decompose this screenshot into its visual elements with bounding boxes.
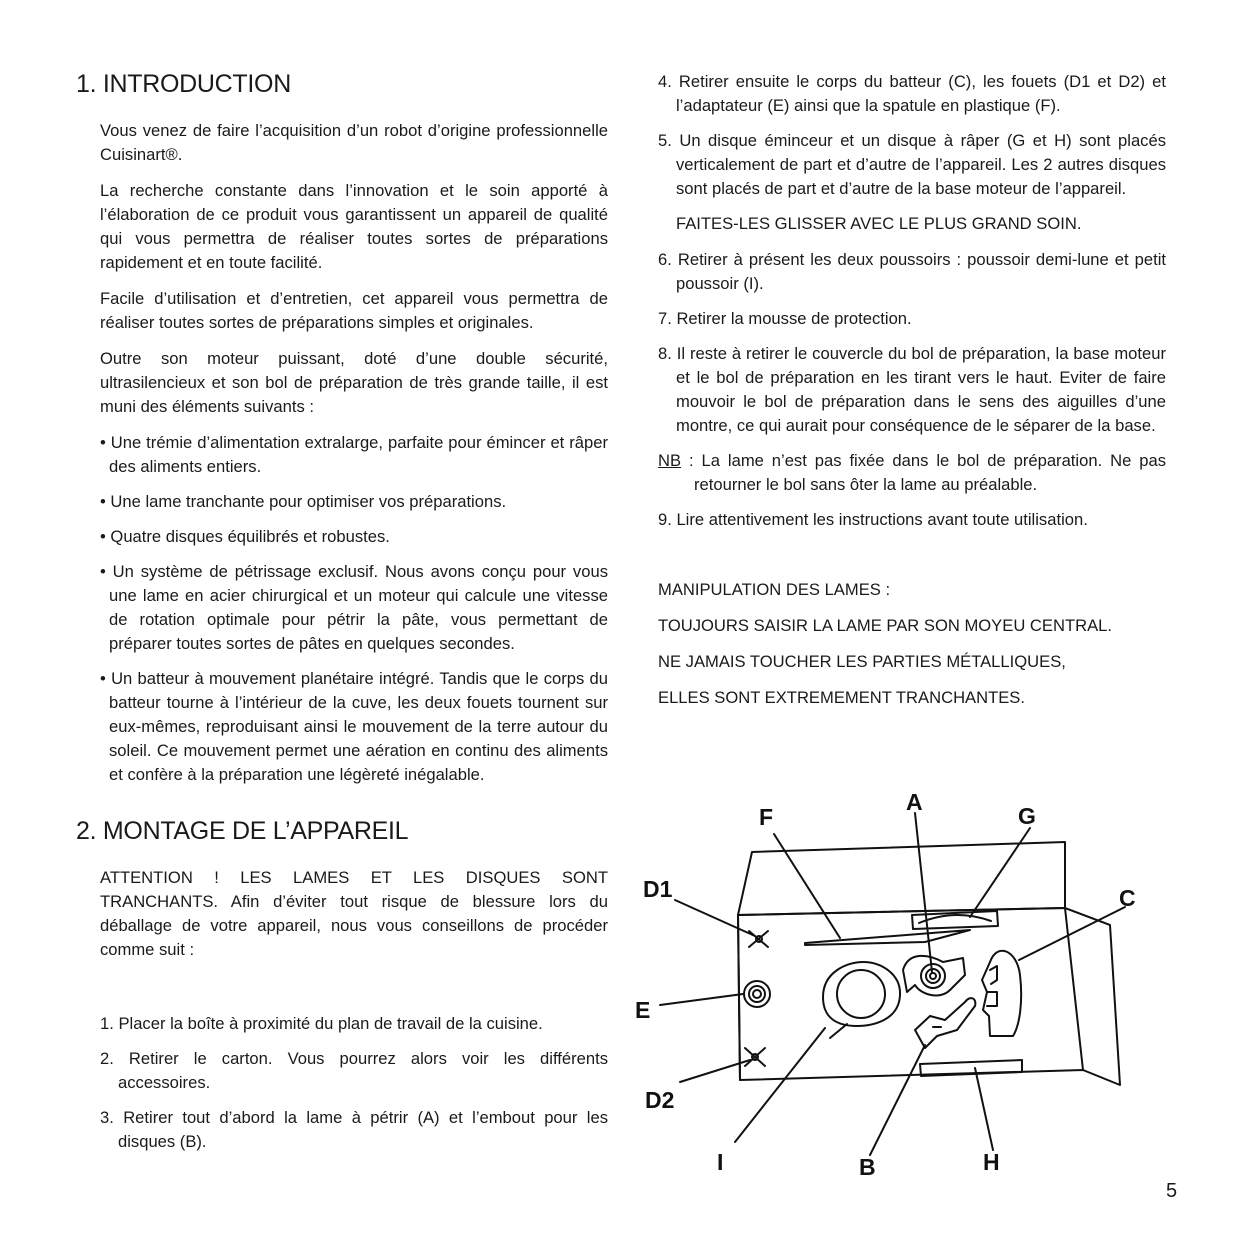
packaging-diagram bbox=[625, 780, 1145, 1190]
assembly-step-5: 5. Un disque éminceur et un disque à râper (G et H) sont placés verticalement de part et d’autre de l’appareil. Les 2 autres disques sont placés de part et d’autre de la base moteur de l’appareil. bbox=[658, 131, 1166, 198]
right-column bbox=[658, 70, 1166, 722]
leader-c bbox=[1019, 907, 1125, 960]
label-c: C bbox=[1119, 885, 1136, 911]
leader-b bbox=[870, 1045, 925, 1155]
intro-paragraph-4: Outre son moteur puissant, doté d’une double sécurité, ultrasilencieux et son bol de préparation de très grande taille, il est muni des éléments suivants : bbox=[100, 349, 608, 416]
assembly-step-4: 4. Retirer ensuite le corps du batteur (C), les fouets (D1 et D2) et l’adaptateur (E) ainsi que la spatule en plastique (F). bbox=[658, 72, 1166, 115]
manipulation-title: MANIPULATION DES LAMES : bbox=[658, 580, 891, 599]
left-column bbox=[76, 70, 608, 1165]
glisser-warning: FAITES-LES GLISSER AVEC LE PLUS GRAND SOIN. bbox=[676, 214, 1082, 233]
nb-note bbox=[658, 449, 1166, 497]
warning-paragraph: ATTENTION ! LES LAMES ET LES DISQUES SONT TRANCHANTS. Afin d’éviter tout risque de blessure lors du déballage de votre appareil, nous vous conseillons de procéder comme suit : bbox=[100, 868, 608, 959]
disc-stem-b bbox=[915, 998, 975, 1048]
leader-h bbox=[975, 1068, 993, 1150]
leader-a bbox=[915, 813, 932, 972]
section-2-title: 2. MONTAGE DE L’APPAREIL bbox=[76, 817, 409, 845]
manipulation-line-3: ELLES SONT EXTREMEMENT TRANCHANTES. bbox=[658, 688, 1025, 707]
adapter-e bbox=[744, 981, 770, 1007]
label-h: H bbox=[983, 1149, 1000, 1175]
assembly-step-7: 7. Retirer la mousse de protection. bbox=[658, 309, 912, 328]
manipulation-line-2: NE JAMAIS TOUCHER LES PARTIES MÉTALLIQUES, bbox=[658, 652, 1066, 671]
intro-paragraph-3: Facile d’utilisation et d’entretien, cet appareil vous permettra de réaliser toutes sortes de préparations simples et originales. bbox=[100, 289, 608, 332]
assembly-step-6: 6. Retirer à présent les deux poussoirs : poussoir demi-lune et petit poussoir (I). bbox=[658, 250, 1166, 293]
beater-body-c bbox=[982, 951, 1021, 1036]
feature-bullet-5: • Un batteur à mouvement planétaire intégré. Tandis que le corps du batteur tourne à l’intérieur de la cuve, les deux fouets tournent sur eux-mêmes, reproduisant ainsi le mouvement de la terre autour du soleil. Ce mouvement permet une aération en continu des aliments et confère à la préparation une légèreté inégalable. bbox=[100, 669, 608, 784]
intro-paragraph-1: Vous venez de faire l’acquisition d’un robot d’origine professionnelle Cuisinart®. bbox=[100, 121, 608, 164]
label-e: E bbox=[635, 997, 651, 1023]
feature-bullet-1: • Une trémie d’alimentation extralarge, parfaite pour émincer et râper des aliments entiers. bbox=[100, 433, 608, 476]
label-i: I bbox=[717, 1149, 724, 1175]
label-a: A bbox=[906, 789, 923, 815]
intro-paragraph-2: La recherche constante dans l’innovation et le soin apporté à l’élaboration de ce produit vous garantissent un appareil de qualité qui vous permettra de réaliser toutes sortes de préparations rapidement et en toute facilité. bbox=[100, 181, 608, 272]
manipulation-line-1: TOUJOURS SAISIR LA LAME PAR SON MOYEU CENTRAL. bbox=[658, 616, 1112, 635]
assembly-step-9: 9. Lire attentivement les instructions avant toute utilisation. bbox=[658, 510, 1088, 529]
leader-e bbox=[660, 994, 743, 1005]
assembly-step-2: 2. Retirer le carton. Vous pourrez alors voir les différents accessoires. bbox=[100, 1049, 608, 1092]
label-d1: D1 bbox=[643, 876, 673, 902]
pusher-i bbox=[823, 962, 900, 1038]
assembly-step-3: 3. Retirer tout d’abord la lame à pétrir (A) et l’embout pour les disques (B). bbox=[100, 1108, 608, 1151]
spatula-f bbox=[805, 930, 970, 945]
feature-bullet-2: • Une lame tranchante pour optimiser vos préparations. bbox=[100, 492, 507, 511]
nb-key: NB bbox=[658, 451, 682, 470]
leader-d1 bbox=[675, 900, 755, 936]
leader-g bbox=[970, 828, 1030, 917]
label-d2: D2 bbox=[645, 1087, 675, 1113]
label-f: F bbox=[759, 804, 774, 830]
section-1-title: 1. INTRODUCTION bbox=[76, 70, 291, 98]
whisk-d1 bbox=[749, 931, 768, 947]
label-b: B bbox=[859, 1154, 876, 1180]
leader-i bbox=[735, 1028, 825, 1142]
label-g: G bbox=[1018, 803, 1036, 829]
feature-bullet-3: • Quatre disques équilibrés et robustes. bbox=[100, 527, 390, 546]
assembly-step-8: 8. Il reste à retirer le couvercle du bol de préparation, la base moteur et le bol de préparation en les tirant vers le haut. Eviter de faire mouvoir le bol de préparation dans le sens des aiguilles d’une montre, ce qui aurait pour conséquence de le séparer de la base. bbox=[658, 344, 1166, 435]
assembly-step-1: 1. Placer la boîte à proximité du plan de travail de la cuisine. bbox=[100, 1014, 543, 1033]
page-number: 5 bbox=[1166, 1180, 1178, 1202]
kneading-blade-a bbox=[903, 956, 965, 996]
whisk-d2 bbox=[745, 1048, 765, 1066]
nb-text: : La lame n’est pas fixée dans le bol de préparation. Ne pas retourner le bol sans ôter la lame au préalable. bbox=[681, 451, 1166, 494]
feature-bullet-4: • Un système de pétrissage exclusif. Nous avons conçu pour vous une lame en acier chirurgical et un moteur qui calcule une vitesse de rotation optimale pour pétrir la pâte, vous permettant de préparer toutes sortes de pâtes en quelques secondes. bbox=[100, 562, 608, 653]
